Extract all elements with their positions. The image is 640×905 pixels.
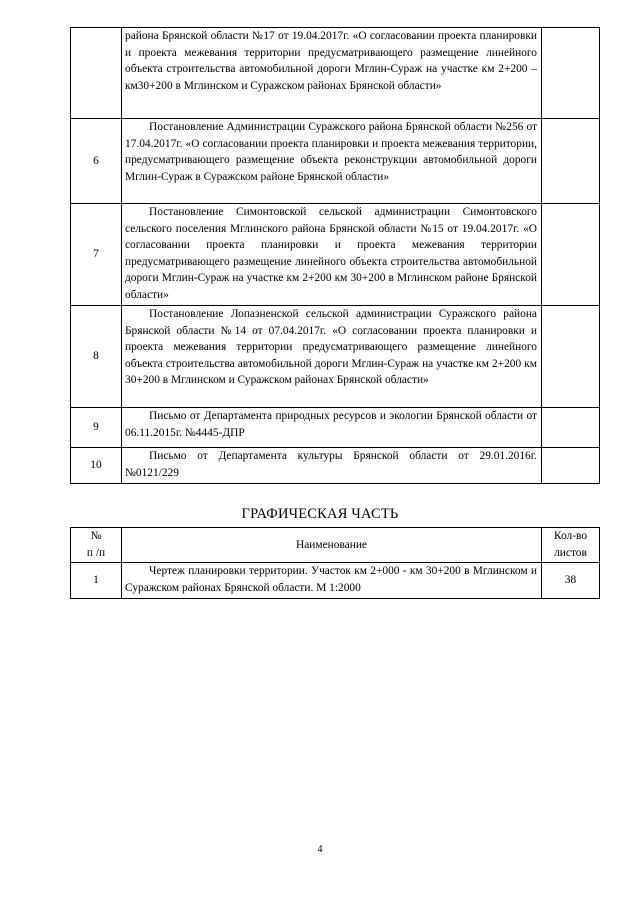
table-row [71,204,600,306]
row-text-content: Чертеж планировки территории. Участок км 2+000 - км 30+200 в Мглинском и Суражском районах Брянской области. М 1:2000 [125,565,537,594]
table-row [71,563,600,599]
table-row [71,408,600,448]
row-extra-cell [542,408,600,448]
table-row [71,28,600,119]
row-number: 6 [71,119,122,204]
header-num-line2: п /п [86,547,106,559]
header-count [542,528,600,563]
table-header-row [71,528,600,563]
row-extra-cell [542,204,600,306]
graphic-part-table [70,527,600,599]
row-text [122,306,542,408]
row-text-content: района Брянской области №17 от 19.04.2017г. «О согласовании проекта планировки и проекта межевания территории предусматривающего размещение линейного объекта строительства автомобильной дороги Мглин-Сураж на участке км 2+200 – км30+200 в Мглинском и Суражском районах Брянской области» [125,30,537,92]
table-row [71,119,600,204]
table-row [71,448,600,484]
row-extra-cell [542,448,600,484]
row-text [122,28,542,119]
row-number: 7 [71,204,122,306]
row-extra-cell [542,28,600,119]
row-text-content: Письмо от Департамента природных ресурсов и экологии Брянской области от 06.11.2015г. №4445-ДПР [125,410,537,439]
header-name: Наименование [122,528,542,563]
table-row [71,306,600,408]
row-text-content: Постановление Лопазненской сельской администрации Суражского района Брянской области №14 от 07.04.2017г. «О согласовании проекта планировки и проекта межевания территории предусматривающего размещение линейного объекта строительства автомобильной дороги Мглин-Сураж на участке км 2+200 км 30+200 в Мглинском и Суражском районах Брянской области» [125,308,537,387]
row-text [122,204,542,306]
row-text [122,563,542,599]
row-number: 10 [71,448,122,484]
row-text [122,448,542,484]
header-count-line1: Кол-во [553,530,588,543]
row-extra-cell [542,119,600,204]
row-number: 1 [71,563,122,599]
row-text-content: Постановление Администрации Суражского района Брянской области №256 от 17.04.2017г. «О согласовании проекта планировки и проекта межевания территории, предусматривающего размещение объекта реконструкции автомобильной дороги Мглин-Сураж в Суражском районе Брянской области» [125,121,537,183]
row-text-content: Постановление Симонтовской сельской администрации Симонтовского сельского поселения Мглинского района Брянской области №15 от 19.04.2017г. «О согласовании проекта планировки и проекта межевания территории предусматривающего размещение линейного объекта строительства автомобильной дороги Мглин-Сураж на участке км 2+200 км 30+200 в Мглинском районе Брянской области» [125,206,537,301]
registry-table [70,27,600,484]
row-number: 8 [71,306,122,408]
row-text [122,119,542,204]
header-count-line2: листов [554,547,587,559]
header-num [71,528,122,563]
row-count: 38 [542,563,600,599]
row-text [122,408,542,448]
row-number [71,28,122,119]
section-heading: ГРАФИЧЕСКАЯ ЧАСТЬ [241,506,399,522]
row-text-content: Письмо от Департамента культуры Брянской области от 29.01.2016г. №0121/229 [125,450,537,479]
row-number: 9 [71,408,122,448]
header-num-line1: № [90,530,102,543]
row-extra-cell [542,306,600,408]
page-number: 4 [317,844,323,855]
